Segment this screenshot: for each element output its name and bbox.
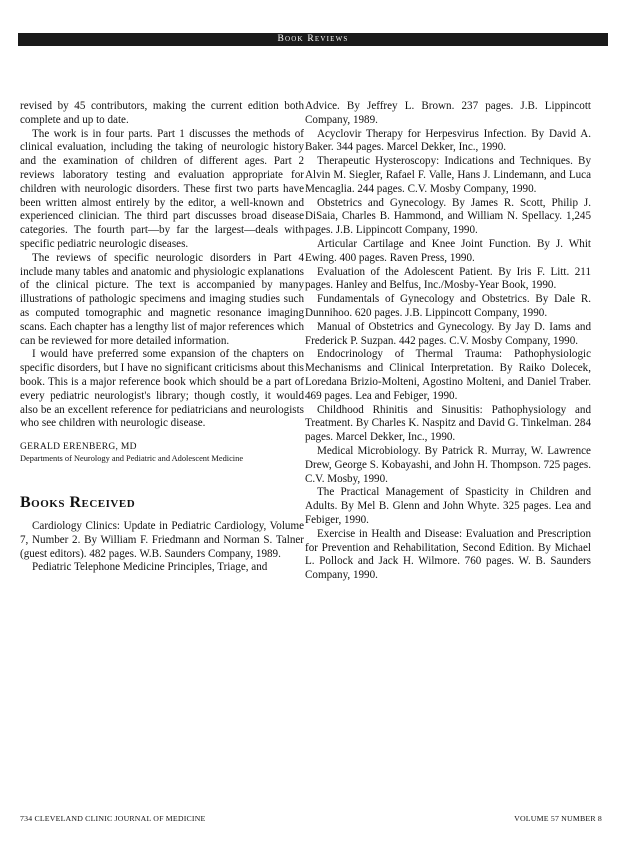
book-entry: Acyclovir Therapy for Herpesvirus Infection. By David A. Baker. 344 pages. Marcel Dekker, Inc., 1990.	[305, 127, 591, 154]
footer-journal-page: 734 CLEVELAND CLINIC JOURNAL OF MEDICINE	[20, 814, 206, 823]
book-entry: Fundamentals of Gynecology and Obstetrics. By Dale R. Dunnihoo. 620 pages. J.B. Lippincott Company, 1990.	[305, 293, 591, 319]
review-paragraph: The reviews of specific neurologic disorders in Part 4 include many tables and anatomic and physiologic explanations of the clinical picture. The text is accompanied by many illustrations of pathologic specimens and imaging studies such as computed tomographic and magnetic resonance imaging scans. Each chapter has a lengthy list of major references which can be reviewed for more detailed information.	[20, 251, 304, 347]
book-entry: Cardiology Clinics: Update in Pediatric Cardiology, Volume 7, Number 2. By William F. Friedmann and Norman S. Talner (guest editors). 482 pages. W.B. Saunders Company, 1989.	[20, 519, 304, 560]
footer-volume-number: VOLUME 57 NUMBER 8	[514, 814, 602, 823]
section-header-bar	[18, 33, 608, 46]
review-paragraph: I would have preferred some expansion of the chapters on specific disorders, but I have no significant criticisms about this book. This is a major reference book which should be a part of every pediatric neurologist's library; though costly, it would also be an excellent reference for pediatricians and neurologists who see children with neurologic disease.	[20, 348, 304, 430]
book-entry: Medical Microbiology. By Patrick R. Murray, W. Lawrence Drew, George S. Kobayashi, and John H. Thompson. 725 pages. C.V. Mosby, 1990.	[305, 444, 591, 485]
reviewer-name: GERALD ERENBERG, MD	[20, 442, 137, 453]
books-received-heading: Books Received	[20, 494, 136, 512]
reviewer-department: Departments of Neurology and Pediatric and Adolescent Medicine	[20, 454, 244, 464]
book-entry: Endocrinology of Thermal Trauma: Pathophysiologic Mechanisms and Clinical Interpretation. By Raiko Dolecek, Loredana Brizio-Molteni, Agostino Molteni, and Daniel Traber. 469 pages. Lea and Febiger, 1990.	[305, 348, 591, 402]
book-entry: Manual of Obstetrics and Gynecology. By Jay D. Iams and Frederick P. Suzpan. 442 pages. C.V. Mosby Company, 1990.	[305, 320, 591, 347]
book-entry: Obstetrics and Gynecology. By James R. Scott, Philip J. DiSaia, Charles B. Hammond, and William N. Spellacy. 1,245 pages. J.B. Lippincott Company, 1990.	[305, 196, 591, 237]
book-entry: The Practical Management of Spasticity in Children and Adults. By Mel B. Glenn and John Whyte. 325 pages. Lea and Febiger, 1990.	[305, 486, 591, 526]
book-entry: Evaluation of the Adolescent Patient. By Iris F. Litt. 211 pages. Hanley and Belfus, Inc./Mosby-Year Book, 1990.	[305, 265, 591, 292]
review-paragraph: revised by 45 contributors, making the current edition both complete and up to date.	[20, 100, 304, 126]
right-column	[305, 100, 591, 583]
book-entry: Therapeutic Hysteroscopy: Indications and Techniques. By Alvin M. Siegler, Rafael F. Valle, Hans J. Lindemann, and Luca Mencaglia. 244 pages. C.V. Mosby Company, 1990.	[305, 155, 591, 195]
left-column	[20, 100, 304, 575]
review-paragraph: The work is in four parts. Part 1 discusses the methods of clinical evaluation, including the taking of neurologic history and the examination of children of different ages. Part 2 reviews laboratory testing and evaluation appropriate for children with neurologic disorders. These first two parts have been written almost entirely by the editor, a well-known and experienced clinician. The third part discusses broad disease categories. The fourth part—by far the largest—deals with specific pediatric neurologic diseases.	[20, 127, 304, 250]
book-entry: Exercise in Health and Disease: Evaluation and Prescription for Prevention and Rehabilitation, Second Edition. By Michael L. Pollock and Jack H. Wilmore. 760 pages. W. B. Saunders Company, 1990.	[305, 527, 591, 582]
book-entry: Pediatric Telephone Medicine Principles, Triage, and	[32, 561, 268, 574]
book-entry: Childhood Rhinitis and Sinusitis: Pathophysiology and Treatment. By Charles K. Naspitz and David G. Tinkelman. 284 pages. Marcel Dekker, Inc., 1990.	[305, 403, 591, 444]
book-entry: Advice. By Jeffrey L. Brown. 237 pages. J.B. Lippincott Company, 1989.	[305, 100, 591, 126]
book-entry: Articular Cartilage and Knee Joint Function. By J. Whit Ewing. 400 pages. Raven Press, 1990.	[305, 237, 591, 264]
section-header-label: Book Reviews	[277, 34, 349, 44]
